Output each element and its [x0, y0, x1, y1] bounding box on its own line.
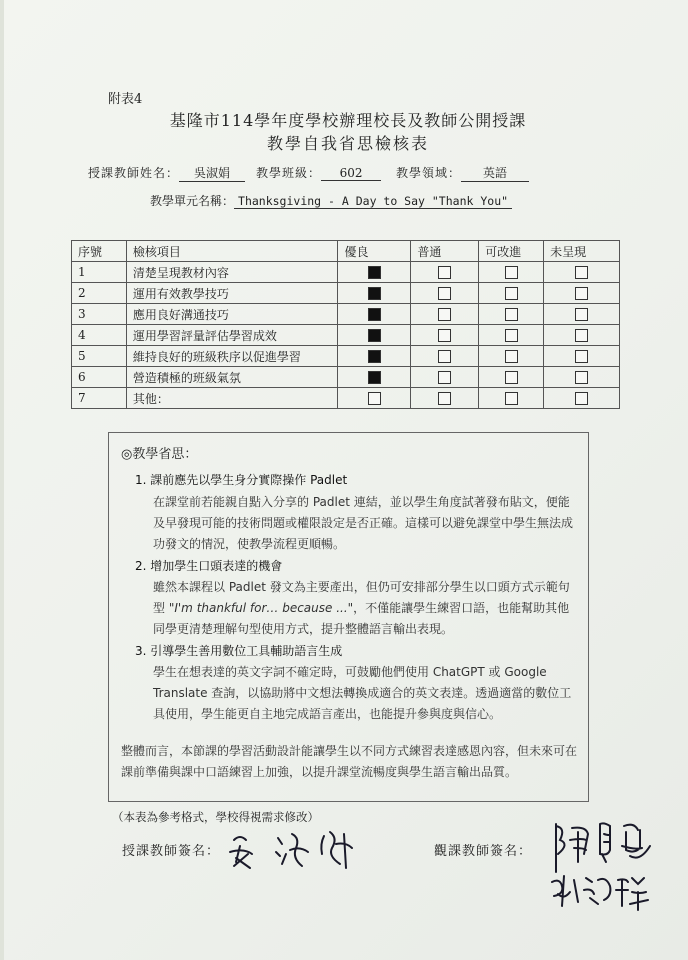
checkbox-empty[interactable] [575, 287, 588, 300]
unit-value: Thanksgiving - A Day to Say "Thank You" [234, 194, 512, 209]
table-row [72, 304, 620, 325]
checkbox-empty[interactable] [438, 308, 451, 321]
row-item: 維持良好的班級秩序以促進學習 [126, 346, 338, 367]
checkbox-empty[interactable] [575, 266, 588, 279]
row-item: 營造積極的班級氣氛 [126, 367, 338, 388]
teacher-name-field [88, 164, 245, 182]
col-header-item: 檢核項目 [126, 241, 338, 262]
rating-cell [411, 367, 479, 388]
reflection-item-2-heading: 2. 增加學生口頭表達的機會 [135, 559, 283, 573]
rating-cell [338, 325, 411, 346]
class-label: 教學班級： [256, 166, 322, 180]
form-subtitle: 教學自我省思檢核表 [266, 134, 429, 153]
row-number: 1 [72, 262, 127, 283]
table-header-row [72, 241, 620, 262]
row-number: 4 [72, 325, 127, 346]
row-item: 運用有效教學技巧 [126, 283, 338, 304]
reflection-item-3-text: 學生在想表達的英文字詞不確定時，可鼓勵他們使用 ChatGPT 或 Google Translate 查詢，以協助將中文想法轉換成適合的英文表達。透過適當的數位工具使用，學生能更自主地完成語言產出，也能提升參與度與信心。 [153, 665, 572, 721]
row-item: 其他： [126, 388, 338, 409]
rating-cell [338, 367, 411, 388]
checkbox-checked[interactable] [368, 329, 381, 342]
row-number: 7 [72, 388, 127, 409]
rating-cell [411, 325, 479, 346]
domain-label: 教學領域： [396, 166, 462, 180]
teacher-signature-label: 授課教師簽名： [122, 844, 221, 859]
rating-cell [544, 325, 620, 346]
class-value: 602 [321, 166, 381, 181]
rating-cell [544, 367, 620, 388]
rating-cell [479, 388, 544, 409]
checkbox-checked[interactable] [368, 308, 381, 321]
observer-signatures [546, 818, 672, 914]
table-row [72, 262, 620, 283]
rating-cell [544, 388, 620, 409]
rating-cell [479, 346, 544, 367]
rating-cell [479, 262, 544, 283]
reflection-item-1-text: 在課堂前若能親自點入分享的 Padlet 連結，並以學生角度試著發布貼文，便能及早發現可能的技術問題或權限設定是否正確。這樣可以避免課堂中學生無法成功發文的情況，使教學流程更順暢。 [153, 495, 574, 551]
rating-cell [411, 262, 479, 283]
reflection-title: ◎教學省思： [121, 447, 198, 462]
rating-cell [479, 283, 544, 304]
col-header-improve: 可改進 [479, 241, 544, 262]
reflection-item-2-text-a: 雖然本課程以 Padlet 發文為主要產出，但仍可安排部分學生以口頭方式示範句型 [153, 580, 570, 615]
checkbox-checked[interactable] [368, 287, 381, 300]
rating-cell [544, 283, 620, 304]
checkbox-empty[interactable] [505, 308, 518, 321]
rating-cell [411, 304, 479, 325]
reflection-item-2-text-b: ，不僅能讓學生練習口語，也能幫助其他同學更清楚理解句型使用方式，提升整體語言輸出表現。 [153, 601, 570, 636]
row-item: 應用良好溝通技巧 [126, 304, 338, 325]
table-row [72, 325, 620, 346]
checkbox-empty[interactable] [505, 350, 518, 363]
row-number: 3 [72, 304, 127, 325]
teacher-name-value: 吳淑娟 [179, 164, 245, 182]
observer-signature-label: 觀課教師簽名： [434, 844, 533, 859]
reflection-item-3-heading: 3. 引導學生善用數位工具輔助語言生成 [135, 644, 343, 658]
col-header-normal: 普通 [411, 241, 479, 262]
checkbox-checked[interactable] [368, 266, 381, 279]
checkbox-empty[interactable] [575, 350, 588, 363]
checkbox-empty[interactable] [438, 329, 451, 342]
checkbox-empty[interactable] [575, 308, 588, 321]
appendix-label: 附表4 [108, 92, 143, 107]
teacher-signature [226, 824, 366, 872]
paper-sheet [4, 0, 688, 960]
rating-cell [479, 325, 544, 346]
table-row [72, 346, 620, 367]
col-header-excellent: 優良 [338, 241, 411, 262]
reflection-item-2-text [153, 577, 573, 640]
rating-cell [411, 283, 479, 304]
col-header-no: 序號 [72, 241, 127, 262]
checkbox-empty[interactable] [438, 350, 451, 363]
checkbox-empty[interactable] [368, 392, 381, 405]
table-row [72, 367, 620, 388]
row-number: 2 [72, 283, 127, 304]
row-number: 6 [72, 367, 127, 388]
teacher-name-label: 授課教師姓名： [88, 166, 180, 180]
rating-cell [544, 304, 620, 325]
unit-field [150, 192, 512, 209]
checkbox-empty[interactable] [575, 329, 588, 342]
checklist-table [71, 240, 620, 409]
reflection-item-2-example: "I'm thankful for… because ..." [168, 601, 354, 615]
reflection-box [108, 432, 589, 802]
checkbox-empty[interactable] [505, 329, 518, 342]
rating-cell [338, 262, 411, 283]
checkbox-empty[interactable] [575, 392, 588, 405]
checkbox-empty[interactable] [505, 392, 518, 405]
row-number: 5 [72, 346, 127, 367]
rating-cell [338, 388, 411, 409]
table-row [72, 388, 620, 409]
form-title: 基隆市114學年度學校辦理校長及教師公開授課 [169, 111, 527, 130]
checkbox-checked[interactable] [368, 350, 381, 363]
rating-cell [338, 346, 411, 367]
domain-value: 英語 [461, 164, 529, 182]
domain-field [396, 164, 529, 182]
rating-cell [544, 346, 620, 367]
checkbox-empty[interactable] [438, 266, 451, 279]
rating-cell [479, 367, 544, 388]
table-row [72, 283, 620, 304]
row-item: 運用學習評量評估學習成效 [126, 325, 338, 346]
unit-label: 教學單元名稱： [150, 194, 235, 208]
row-item: 清楚呈現教材內容 [126, 262, 338, 283]
checkbox-empty[interactable] [438, 392, 451, 405]
reflection-item-1-heading: 1. 課前應先以學生身分實際操作 Padlet [135, 473, 348, 487]
checkbox-empty[interactable] [505, 371, 518, 384]
col-header-absent: 未呈現 [544, 241, 620, 262]
checkbox-empty[interactable] [438, 371, 451, 384]
checkbox-empty[interactable] [438, 287, 451, 300]
reflection-summary: 整體而言，本節課的學習活動設計能讓學生以不同方式練習表達感恩內容，但未來可在課前準備與課中口語練習上加強，以提升課堂流暢度與學生語言輸出品質。 [121, 744, 578, 779]
rating-cell [338, 304, 411, 325]
rating-cell [544, 262, 620, 283]
checkbox-empty[interactable] [575, 371, 588, 384]
checkbox-checked[interactable] [368, 371, 381, 384]
rating-cell [411, 388, 479, 409]
class-field [256, 164, 381, 181]
rating-cell [479, 304, 544, 325]
rating-cell [338, 283, 411, 304]
checkbox-empty[interactable] [505, 266, 518, 279]
checkbox-empty[interactable] [505, 287, 518, 300]
format-note: （本表為參考格式，學校得視需求修改） [112, 810, 319, 824]
rating-cell [411, 346, 479, 367]
